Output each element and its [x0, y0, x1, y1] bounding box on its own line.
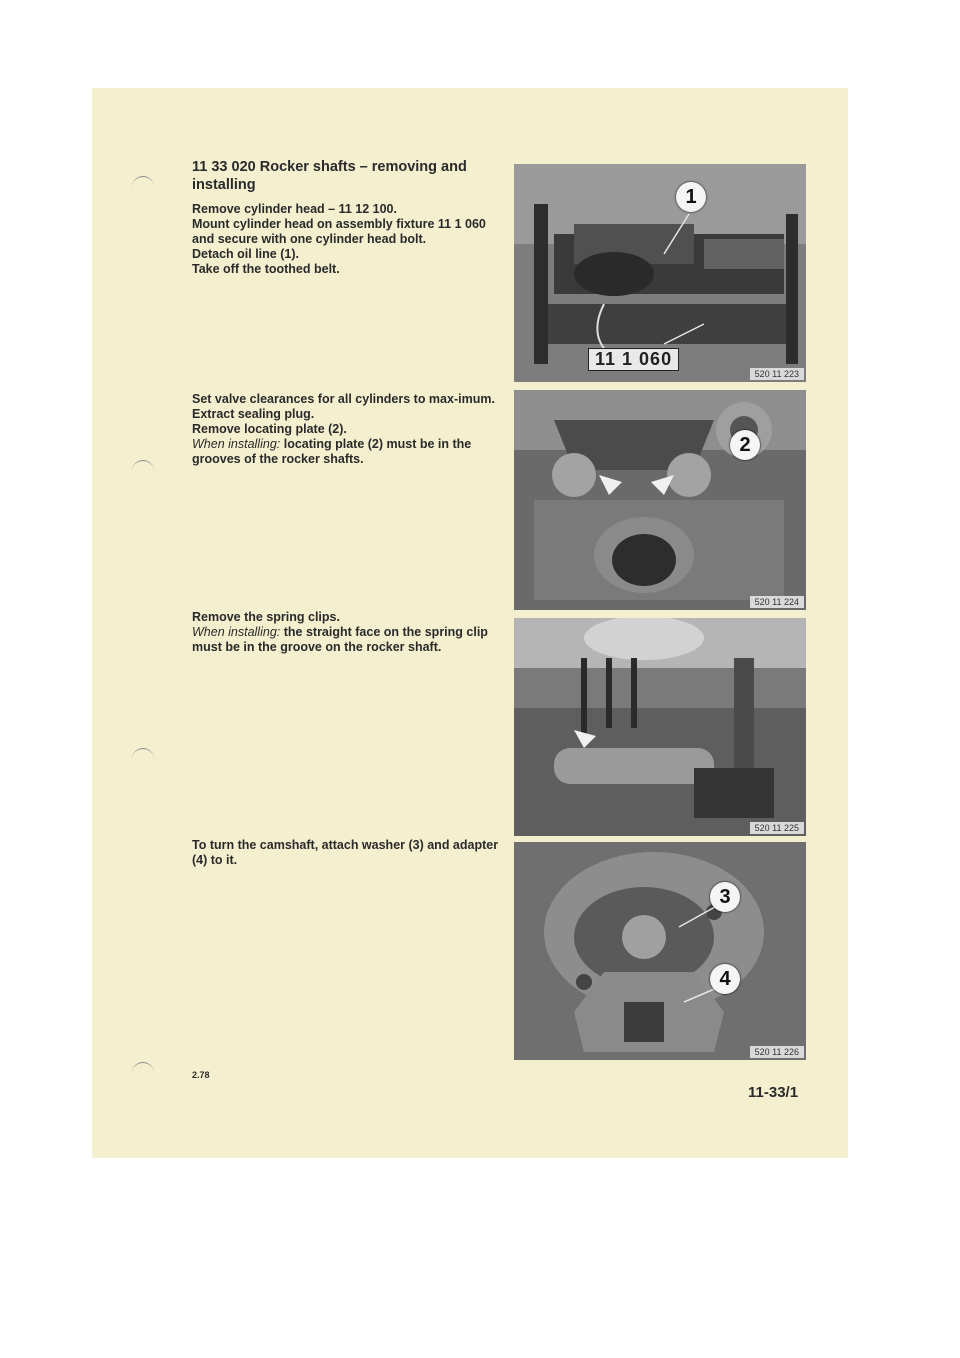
engine-photo-2: [514, 390, 806, 610]
engine-photo-3: [514, 618, 806, 836]
figure-spring-clips: [514, 618, 806, 836]
figure-caption: 520 11 224: [750, 596, 804, 608]
callout-2: 2: [730, 430, 760, 460]
callout-1: 1: [676, 182, 706, 212]
install-prefix: When installing:: [192, 437, 281, 451]
figure-washer-adapter: [514, 842, 806, 1060]
install-text: the straight face on the spring clip must be in the groove on the rocker shaft.: [192, 625, 488, 654]
section-title: 11 33 020 Rocker shafts – removing and installing: [192, 159, 467, 193]
install-text: locating plate (2) must be in the grooves of the rocker shafts.: [192, 437, 472, 466]
callout-4: 4: [710, 964, 740, 994]
binder-hole-mark: [132, 1062, 154, 1077]
install-prefix: When installing:: [192, 625, 281, 639]
step-line: Mount cylinder head on assembly fixture 11 1 060 and secure with one cylinder head bolt.: [192, 217, 486, 246]
figure-cylinder-head-on-fixture: [514, 164, 806, 382]
fixture-tag: 11 1 060: [588, 348, 679, 371]
step-1-text: [192, 202, 510, 277]
callout-3: 3: [710, 882, 740, 912]
binder-hole-mark: [132, 460, 154, 475]
step-line: Remove locating plate (2).: [192, 422, 347, 436]
step-line: Extract sealing plug.: [192, 407, 315, 421]
step-2-text: [192, 392, 510, 467]
binder-hole-mark: [132, 176, 154, 191]
figure-caption: 520 11 226: [750, 1046, 804, 1058]
footer-page-number: 11-33/1: [748, 1084, 799, 1101]
engine-photo-4: [514, 842, 806, 1060]
step-line: Set valve clearances for all cylinders to max-imum.: [192, 392, 495, 406]
install-note: [192, 437, 510, 467]
footer-date: 2.78: [192, 1070, 210, 1080]
step-line: Remove the spring clips.: [192, 610, 340, 624]
install-note: [192, 625, 510, 655]
step-3-text: [192, 610, 510, 655]
figure-locating-plate: [514, 390, 806, 610]
step-line: Remove cylinder head – 11 12 100.: [192, 202, 397, 216]
figure-caption: 520 11 223: [750, 368, 804, 380]
step-line: To turn the camshaft, attach washer (3) and adapter (4) to it.: [192, 838, 499, 867]
step-line: Take off the toothed belt.: [192, 262, 340, 276]
step-4-text: [192, 838, 510, 868]
binder-hole-mark: [132, 748, 154, 763]
figure-caption: 520 11 225: [750, 822, 804, 834]
step-line: Detach oil line (1).: [192, 247, 299, 261]
